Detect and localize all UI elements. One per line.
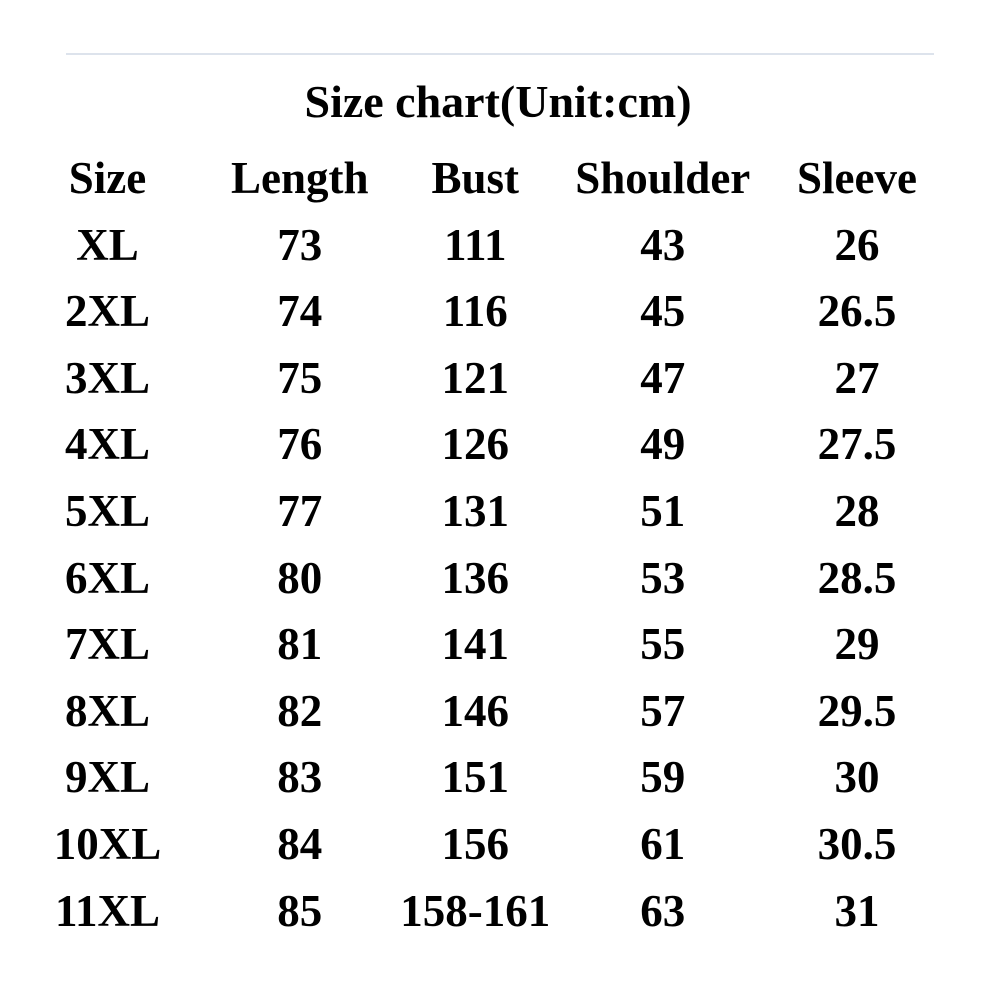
cell-bust: 146 <box>441 685 509 736</box>
cell-sleeve: 29.5 <box>817 685 897 736</box>
table-row <box>0 478 955 545</box>
cell-size: 8XL <box>64 685 150 736</box>
cell-sleeve: 28 <box>834 485 880 536</box>
cell-size: 9XL <box>64 752 150 803</box>
cell-sleeve: 26 <box>834 219 880 270</box>
cell-length: 85 <box>277 885 323 936</box>
cell-bust: 131 <box>441 485 509 536</box>
cell-sleeve: 30 <box>834 752 880 803</box>
cell-size: 6XL <box>64 552 150 603</box>
cell-length: 81 <box>277 619 323 670</box>
cell-shoulder: 45 <box>640 286 686 337</box>
cell-bust: 111 <box>443 219 507 270</box>
table-body <box>0 212 955 945</box>
cell-shoulder: 61 <box>640 818 686 869</box>
cell-size: 3XL <box>64 352 150 403</box>
cell-size: 5XL <box>64 485 150 536</box>
header-shoulder: Shoulder <box>575 153 751 203</box>
cell-shoulder: 55 <box>640 619 686 670</box>
table-row <box>0 345 955 412</box>
cell-shoulder: 53 <box>640 552 686 603</box>
cell-sleeve: 29 <box>834 619 880 670</box>
cell-shoulder: 49 <box>640 419 686 470</box>
cell-shoulder: 59 <box>640 752 686 803</box>
cell-bust: 121 <box>441 352 509 403</box>
cell-sleeve: 27 <box>834 352 880 403</box>
table-row <box>0 278 955 345</box>
header-size: Size <box>68 153 147 203</box>
cell-length: 75 <box>277 352 323 403</box>
cell-bust: 116 <box>442 286 508 337</box>
cell-shoulder: 47 <box>640 352 686 403</box>
cell-shoulder: 63 <box>640 885 686 936</box>
table-row <box>0 811 955 878</box>
cell-length: 82 <box>277 685 323 736</box>
cell-size: 10XL <box>53 818 162 869</box>
cell-shoulder: 51 <box>640 485 686 536</box>
table-row <box>0 545 955 612</box>
cell-length: 84 <box>277 818 323 869</box>
header-bust: Bust <box>431 153 520 203</box>
header-row <box>0 145 955 212</box>
cell-size: 11XL <box>54 885 161 936</box>
cell-length: 73 <box>277 219 323 270</box>
cell-sleeve: 27.5 <box>817 419 897 470</box>
cell-bust: 158-161 <box>400 885 551 936</box>
cell-sleeve: 31 <box>834 885 880 936</box>
cell-bust: 156 <box>441 818 509 869</box>
cell-sleeve: 26.5 <box>817 286 897 337</box>
cell-bust: 151 <box>441 752 509 803</box>
table-row <box>0 878 955 945</box>
cell-size: 4XL <box>64 419 150 470</box>
cell-size: 2XL <box>64 286 150 337</box>
table-row <box>0 744 955 811</box>
cell-shoulder: 43 <box>640 219 686 270</box>
cell-shoulder: 57 <box>640 685 686 736</box>
size-table <box>0 145 955 944</box>
cell-sleeve: 28.5 <box>817 552 897 603</box>
table-row <box>0 678 955 745</box>
table-row <box>0 212 955 279</box>
chart-title: Size chart(Unit:cm) <box>304 76 692 127</box>
cell-size: XL <box>76 219 139 270</box>
cell-bust: 126 <box>441 419 509 470</box>
table-row <box>0 411 955 478</box>
header-sleeve: Sleeve <box>797 153 917 203</box>
cell-length: 80 <box>277 552 323 603</box>
cell-length: 74 <box>277 286 323 337</box>
table-row <box>0 611 955 678</box>
cell-sleeve: 30.5 <box>817 818 897 869</box>
cell-length: 76 <box>277 419 323 470</box>
cell-size: 7XL <box>64 619 150 670</box>
header-length: Length <box>230 153 369 203</box>
top-divider <box>66 53 934 55</box>
cell-bust: 141 <box>441 619 509 670</box>
cell-bust: 136 <box>441 552 509 603</box>
cell-length: 83 <box>277 752 323 803</box>
cell-length: 77 <box>277 485 323 536</box>
